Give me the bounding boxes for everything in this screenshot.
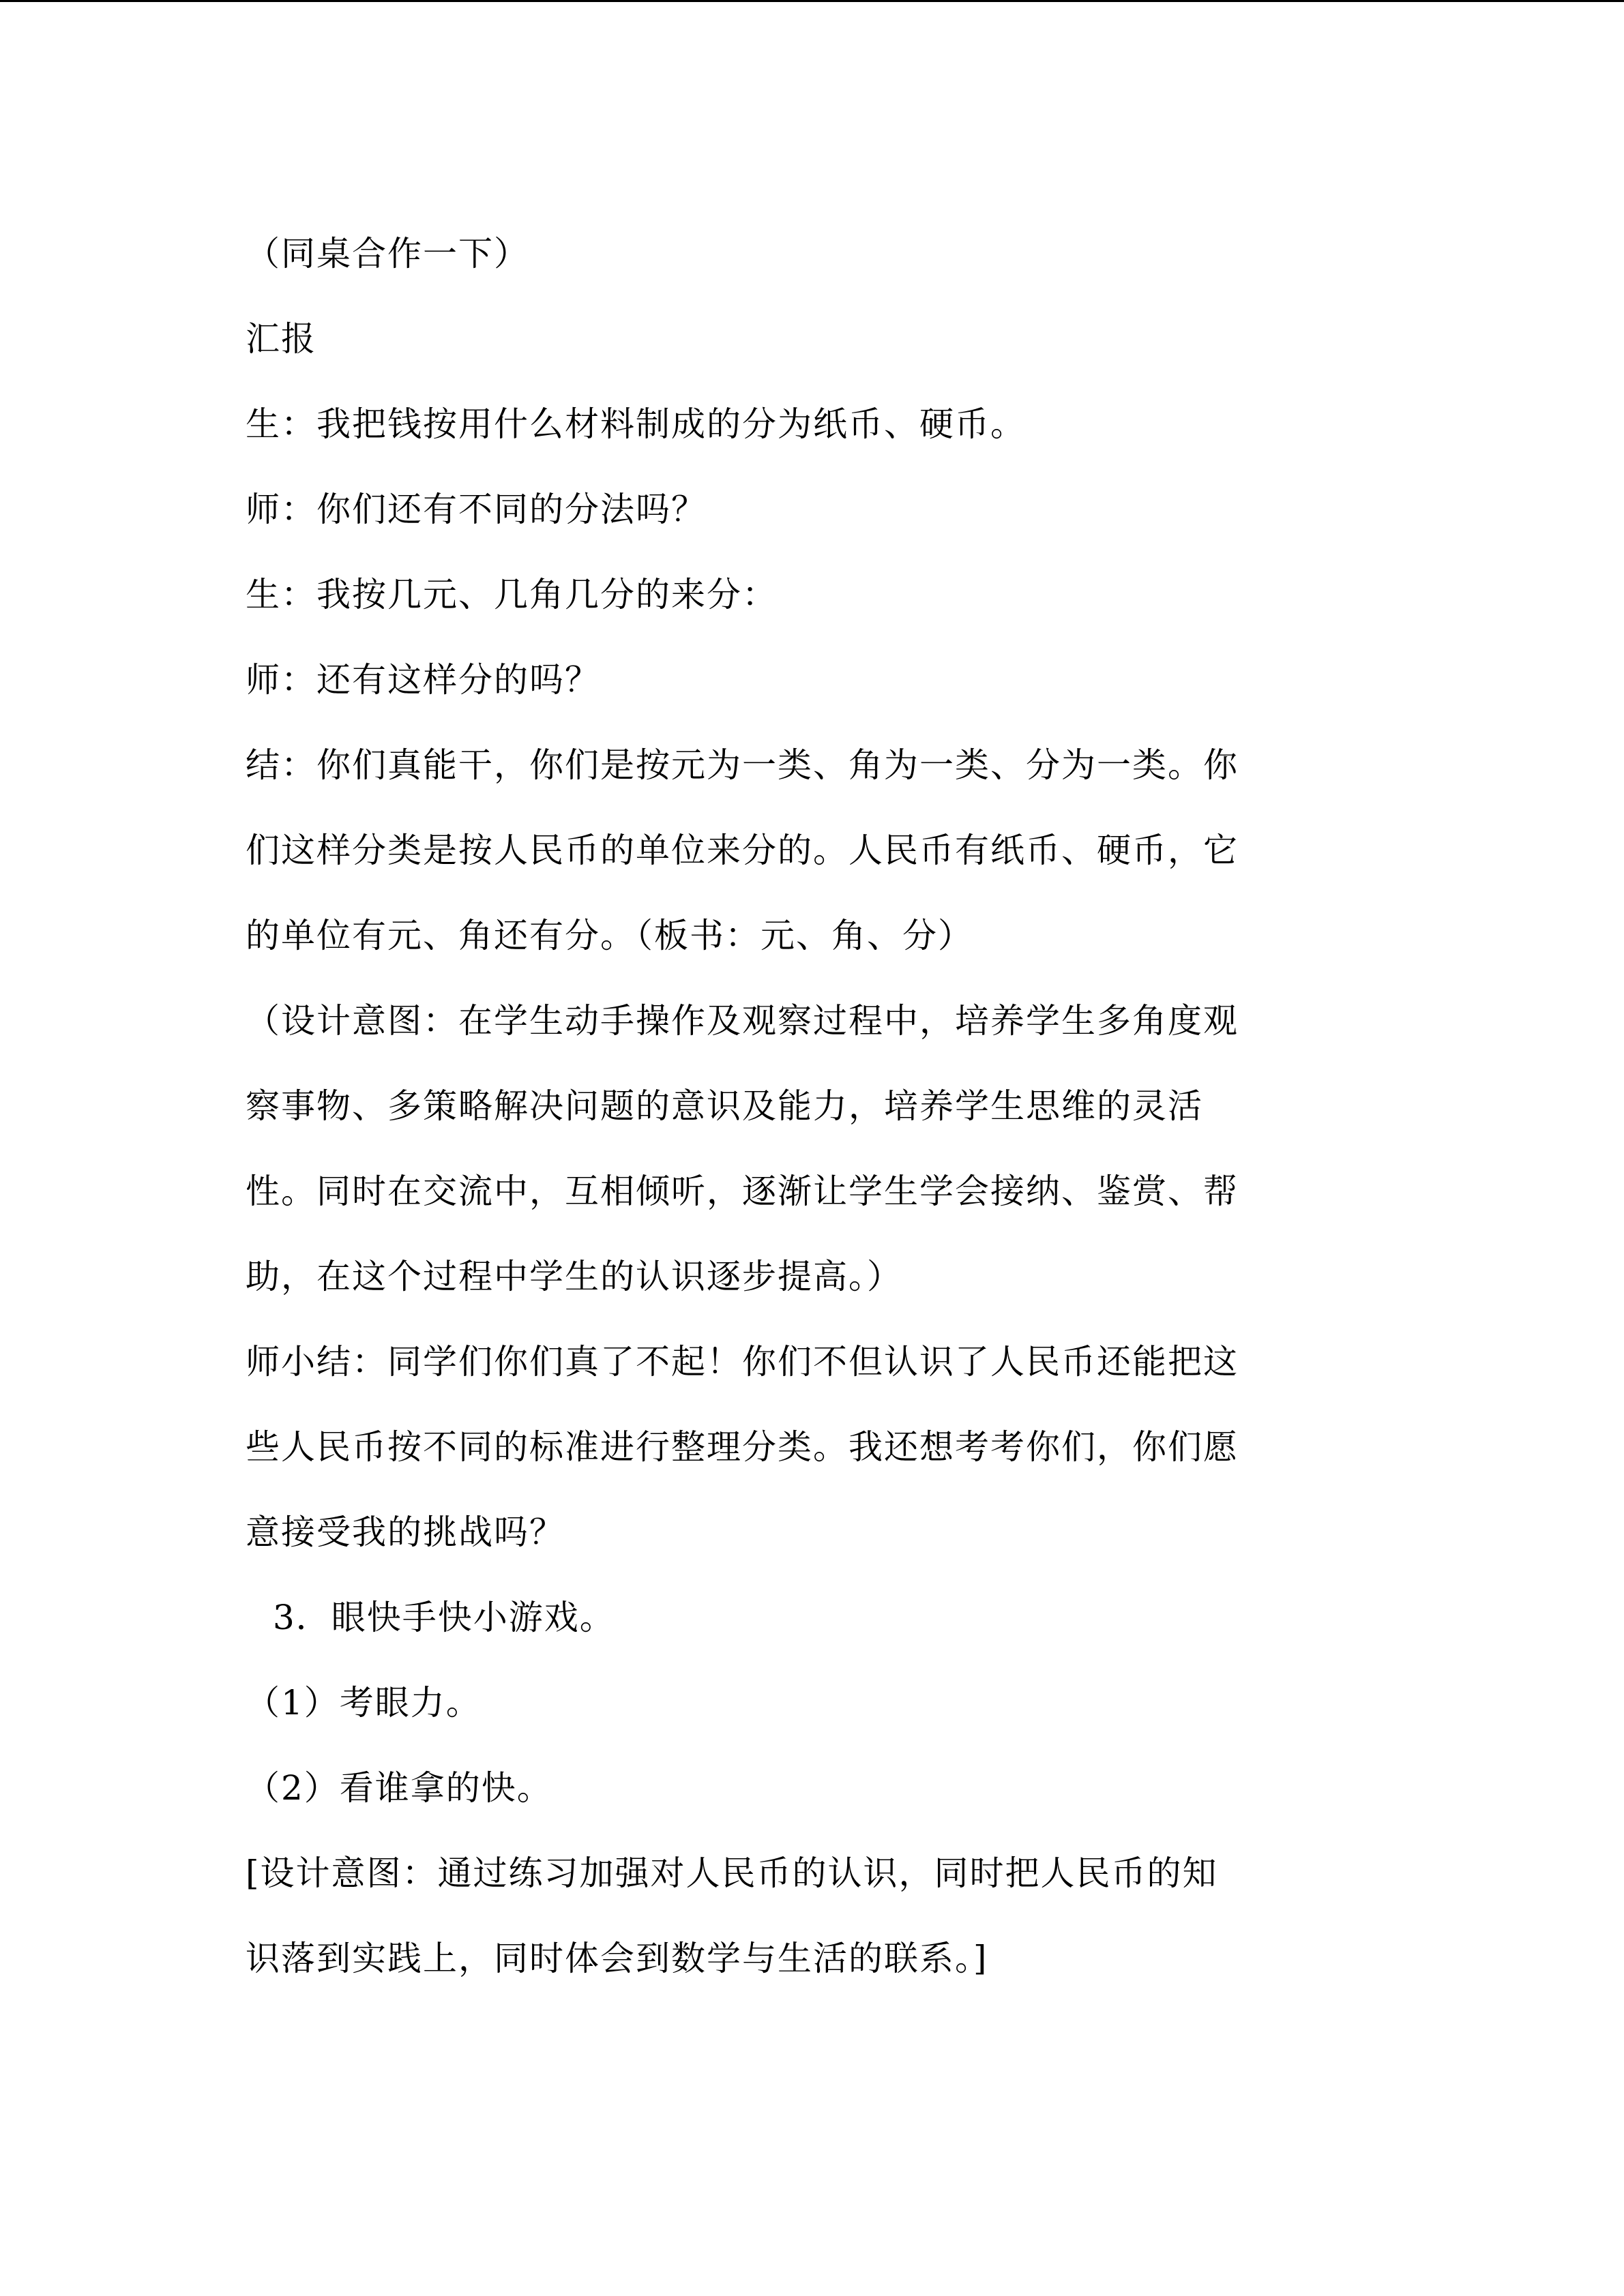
page-top-border bbox=[0, 0, 1624, 2]
text-line-3: 生：我把钱按用什么材料制成的分为纸币、硬币。 bbox=[246, 404, 1026, 444]
document-body bbox=[246, 211, 1323, 2001]
text-line-19: （2）看谁拿的快。 bbox=[246, 1768, 552, 1808]
text-line-13: 助，在这个过程中学生的认识逐步提高。） bbox=[246, 1257, 902, 1296]
text-line-10: （设计意图：在学生动手操作及观察过程中，培养学生多角度观 bbox=[246, 1001, 1239, 1041]
text-line-18: （1）考眼力。 bbox=[246, 1683, 482, 1723]
text-line-21: 识落到实践上，同时体会到数学与生活的联系。] bbox=[246, 1939, 988, 1978]
text-line-20: [设计意图：通过练习加强对人民币的认识，同时把人民币的知 bbox=[246, 1853, 1218, 1893]
text-line-2: 汇报 bbox=[246, 319, 316, 359]
text-line-11: 察事物、多策略解决问题的意识及能力，培养学生思维的灵活 bbox=[246, 1086, 1203, 1126]
text-line-12: 性。同时在交流中，互相倾听，逐渐让学生学会接纳、鉴赏、帮 bbox=[246, 1172, 1239, 1211]
text-line-1: （同桌合作一下） bbox=[246, 234, 529, 273]
text-line-9: 的单位有元、角还有分。（板书：元、角、分） bbox=[246, 916, 973, 955]
text-line-14: 师小结：同学们你们真了不起！你们不但认识了人民币还能把这 bbox=[246, 1342, 1239, 1382]
text-line-17: 3．眼快手快小游戏。 bbox=[273, 1598, 615, 1637]
text-line-16: 意接受我的挑战吗？ bbox=[246, 1512, 565, 1552]
text-line-8: 们这样分类是按人民币的单位来分的。人民币有纸币、硬币，它 bbox=[246, 831, 1239, 870]
text-line-6: 师：还有这样分的吗？ bbox=[246, 660, 600, 700]
text-line-4: 师：你们还有不同的分法吗？ bbox=[246, 490, 707, 529]
text-line-7: 结：你们真能干，你们是按元为一类、角为一类、分为一类。你 bbox=[246, 745, 1239, 785]
text-line-5: 生：我按几元、几角几分的来分： bbox=[246, 575, 778, 614]
text-line-15: 些人民币按不同的标准进行整理分类。我还想考考你们，你们愿 bbox=[246, 1427, 1239, 1467]
